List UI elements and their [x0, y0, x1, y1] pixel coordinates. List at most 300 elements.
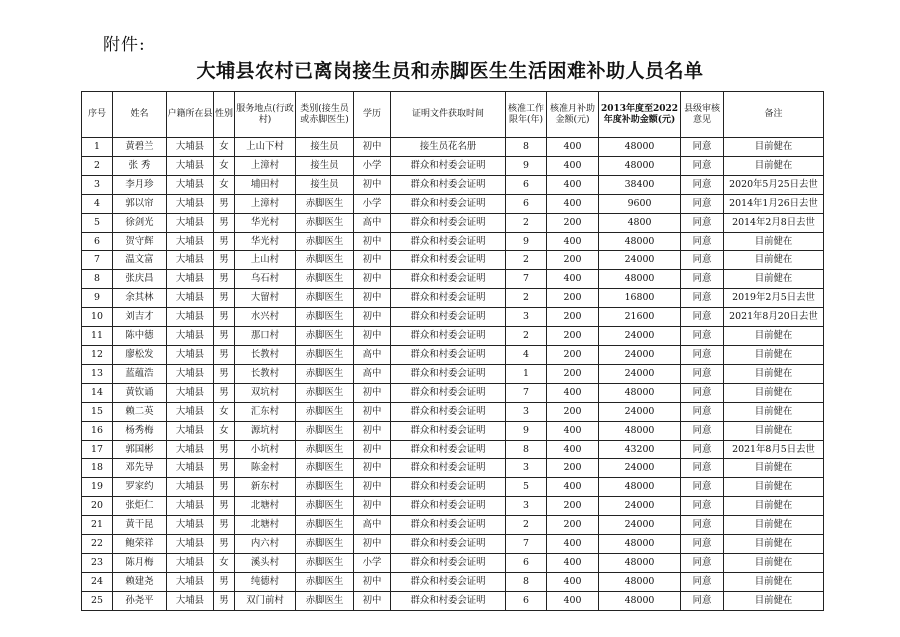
cell-monthly-subsidy: 400: [547, 383, 599, 402]
cell-index: 12: [82, 345, 113, 364]
cell-monthly-subsidy: 200: [547, 345, 599, 364]
cell-education: 小学: [354, 194, 391, 213]
cell-proof-document: 群众和村委会证明: [391, 364, 506, 383]
cell-education: 初中: [354, 535, 391, 554]
table-row: [82, 553, 824, 572]
cell-gender: 男: [214, 232, 235, 251]
cell-service-village: 水兴村: [235, 308, 296, 327]
cell-category: 接生员: [296, 175, 354, 194]
column-header-index: 序号: [82, 92, 113, 138]
cell-county: 大埔县: [167, 402, 214, 421]
cell-monthly-subsidy: 400: [547, 572, 599, 591]
cell-category: 赤脚医生: [296, 572, 354, 591]
table-row: [82, 516, 824, 535]
cell-gender: 男: [214, 383, 235, 402]
cell-service-village: 陈金村: [235, 459, 296, 478]
cell-county-review: 同意: [681, 175, 724, 194]
cell-county: 大埔县: [167, 364, 214, 383]
cell-county: 大埔县: [167, 270, 214, 289]
cell-total-subsidy: 48000: [599, 572, 681, 591]
cell-service-village: 华光村: [235, 232, 296, 251]
cell-gender: 女: [214, 138, 235, 157]
cell-total-subsidy: 24000: [599, 251, 681, 270]
table-row: [82, 232, 824, 251]
cell-education: 小学: [354, 156, 391, 175]
cell-gender: 女: [214, 402, 235, 421]
cell-category: 赤脚医生: [296, 553, 354, 572]
cell-monthly-subsidy: 200: [547, 364, 599, 383]
cell-remarks: 2019年2月5日去世: [724, 289, 824, 308]
table-row: [82, 213, 824, 232]
cell-name: 赖建尧: [113, 572, 167, 591]
cell-gender: 女: [214, 156, 235, 175]
cell-proof-document: 群众和村委会证明: [391, 156, 506, 175]
cell-name: 罗家约: [113, 478, 167, 497]
cell-work-years: 2: [506, 327, 547, 346]
cell-proof-document: 群众和村委会证明: [391, 194, 506, 213]
cell-total-subsidy: 48000: [599, 535, 681, 554]
cell-education: 初中: [354, 308, 391, 327]
cell-index: 16: [82, 421, 113, 440]
cell-gender: 男: [214, 591, 235, 610]
cell-county-review: 同意: [681, 383, 724, 402]
column-header-monthly-subsidy: 核准月补助金额(元): [547, 92, 599, 138]
cell-remarks: 目前健在: [724, 364, 824, 383]
cell-remarks: 2021年8月5日去世: [724, 440, 824, 459]
cell-work-years: 6: [506, 175, 547, 194]
cell-monthly-subsidy: 400: [547, 535, 599, 554]
cell-index: 3: [82, 175, 113, 194]
cell-proof-document: 群众和村委会证明: [391, 383, 506, 402]
cell-category: 赤脚医生: [296, 213, 354, 232]
cell-education: 高中: [354, 213, 391, 232]
cell-county: 大埔县: [167, 497, 214, 516]
cell-proof-document: 群众和村委会证明: [391, 553, 506, 572]
cell-monthly-subsidy: 400: [547, 138, 599, 157]
cell-category: 赤脚医生: [296, 383, 354, 402]
cell-county: 大埔县: [167, 289, 214, 308]
cell-county: 大埔县: [167, 232, 214, 251]
table-row: [82, 308, 824, 327]
cell-gender: 男: [214, 516, 235, 535]
cell-total-subsidy: 24000: [599, 459, 681, 478]
cell-proof-document: 群众和村委会证明: [391, 478, 506, 497]
cell-total-subsidy: 9600: [599, 194, 681, 213]
cell-service-village: 上漳村: [235, 156, 296, 175]
cell-county: 大埔县: [167, 553, 214, 572]
cell-service-village: 北塘村: [235, 516, 296, 535]
cell-monthly-subsidy: 200: [547, 213, 599, 232]
cell-gender: 男: [214, 194, 235, 213]
cell-total-subsidy: 24000: [599, 345, 681, 364]
cell-county: 大埔县: [167, 535, 214, 554]
cell-index: 1: [82, 138, 113, 157]
cell-proof-document: 群众和村委会证明: [391, 516, 506, 535]
cell-gender: 男: [214, 497, 235, 516]
cell-service-village: 埔田村: [235, 175, 296, 194]
column-header-name: 姓名: [113, 92, 167, 138]
cell-category: 赤脚医生: [296, 591, 354, 610]
cell-total-subsidy: 24000: [599, 402, 681, 421]
column-header-total-subsidy: 2013年度至2022年度补助金额(元): [599, 92, 681, 138]
column-header-county: 户籍所在县: [167, 92, 214, 138]
cell-category: 赤脚医生: [296, 497, 354, 516]
cell-gender: 女: [214, 553, 235, 572]
cell-service-village: 北塘村: [235, 497, 296, 516]
cell-remarks: 目前健在: [724, 402, 824, 421]
cell-county-review: 同意: [681, 535, 724, 554]
cell-county: 大埔县: [167, 175, 214, 194]
cell-remarks: 目前健在: [724, 497, 824, 516]
cell-index: 24: [82, 572, 113, 591]
cell-total-subsidy: 48000: [599, 421, 681, 440]
cell-work-years: 8: [506, 572, 547, 591]
cell-gender: 女: [214, 175, 235, 194]
cell-county: 大埔县: [167, 251, 214, 270]
cell-total-subsidy: 43200: [599, 440, 681, 459]
cell-remarks: 目前健在: [724, 156, 824, 175]
cell-remarks: 目前健在: [724, 232, 824, 251]
table-row: [82, 289, 824, 308]
cell-county: 大埔县: [167, 516, 214, 535]
cell-service-village: 源坑村: [235, 421, 296, 440]
cell-work-years: 2: [506, 516, 547, 535]
cell-name: 郭国彬: [113, 440, 167, 459]
column-header-education: 学历: [354, 92, 391, 138]
cell-education: 初中: [354, 251, 391, 270]
cell-gender: 女: [214, 421, 235, 440]
cell-index: 18: [82, 459, 113, 478]
cell-county-review: 同意: [681, 553, 724, 572]
cell-remarks: 目前健在: [724, 535, 824, 554]
cell-service-village: 华光村: [235, 213, 296, 232]
cell-name: 温文富: [113, 251, 167, 270]
cell-total-subsidy: 48000: [599, 270, 681, 289]
cell-service-village: 双门前村: [235, 591, 296, 610]
cell-category: 赤脚医生: [296, 232, 354, 251]
cell-service-village: 上漳村: [235, 194, 296, 213]
cell-remarks: 目前健在: [724, 383, 824, 402]
cell-total-subsidy: 24000: [599, 364, 681, 383]
cell-name: 李月珍: [113, 175, 167, 194]
cell-index: 23: [82, 553, 113, 572]
cell-county-review: 同意: [681, 270, 724, 289]
cell-total-subsidy: 48000: [599, 156, 681, 175]
cell-index: 14: [82, 383, 113, 402]
cell-work-years: 1: [506, 364, 547, 383]
cell-name: 张炬仁: [113, 497, 167, 516]
cell-total-subsidy: 48000: [599, 553, 681, 572]
cell-gender: 男: [214, 364, 235, 383]
cell-name: 陈月梅: [113, 553, 167, 572]
cell-category: 赤脚医生: [296, 459, 354, 478]
cell-index: 4: [82, 194, 113, 213]
cell-work-years: 9: [506, 232, 547, 251]
table-row: [82, 345, 824, 364]
table-row: [82, 535, 824, 554]
roster-table: [81, 91, 824, 611]
cell-work-years: 5: [506, 478, 547, 497]
table-row: [82, 497, 824, 516]
cell-gender: 男: [214, 289, 235, 308]
column-header-service-village: 服务地点(行政村): [235, 92, 296, 138]
cell-county: 大埔县: [167, 421, 214, 440]
cell-name: 孙尧平: [113, 591, 167, 610]
cell-name: 黄干昆: [113, 516, 167, 535]
cell-gender: 男: [214, 308, 235, 327]
cell-county: 大埔县: [167, 459, 214, 478]
table-row: [82, 270, 824, 289]
cell-name: 黄钦诵: [113, 383, 167, 402]
cell-service-village: 乌石村: [235, 270, 296, 289]
table-row: [82, 572, 824, 591]
cell-work-years: 6: [506, 553, 547, 572]
cell-remarks: 目前健在: [724, 138, 824, 157]
table-row: [82, 251, 824, 270]
cell-education: 初中: [354, 459, 391, 478]
cell-proof-document: 群众和村委会证明: [391, 345, 506, 364]
cell-total-subsidy: 48000: [599, 591, 681, 610]
cell-proof-document: 群众和村委会证明: [391, 327, 506, 346]
column-header-work-years: 核准工作限年(年): [506, 92, 547, 138]
cell-name: 张庆昌: [113, 270, 167, 289]
cell-service-village: 新东村: [235, 478, 296, 497]
table-row: [82, 478, 824, 497]
cell-work-years: 7: [506, 535, 547, 554]
cell-proof-document: 群众和村委会证明: [391, 440, 506, 459]
cell-service-village: 汇东村: [235, 402, 296, 421]
cell-county-review: 同意: [681, 572, 724, 591]
cell-county: 大埔县: [167, 440, 214, 459]
cell-name: 邓先导: [113, 459, 167, 478]
cell-remarks: 目前健在: [724, 327, 824, 346]
cell-name: 张 秀: [113, 156, 167, 175]
cell-remarks: 目前健在: [724, 459, 824, 478]
cell-name: 郭以帘: [113, 194, 167, 213]
cell-gender: 男: [214, 345, 235, 364]
cell-index: 9: [82, 289, 113, 308]
cell-proof-document: 群众和村委会证明: [391, 308, 506, 327]
cell-county: 大埔县: [167, 572, 214, 591]
cell-gender: 男: [214, 440, 235, 459]
cell-category: 赤脚医生: [296, 402, 354, 421]
cell-county-review: 同意: [681, 327, 724, 346]
cell-proof-document: 群众和村委会证明: [391, 213, 506, 232]
cell-gender: 男: [214, 327, 235, 346]
cell-monthly-subsidy: 400: [547, 270, 599, 289]
cell-category: 接生员: [296, 156, 354, 175]
cell-proof-document: 群众和村委会证明: [391, 402, 506, 421]
cell-education: 初中: [354, 402, 391, 421]
cell-work-years: 7: [506, 270, 547, 289]
cell-county-review: 同意: [681, 138, 724, 157]
cell-index: 15: [82, 402, 113, 421]
cell-name: 鲍荣祥: [113, 535, 167, 554]
cell-county: 大埔县: [167, 194, 214, 213]
cell-county-review: 同意: [681, 478, 724, 497]
cell-service-village: 长教村: [235, 345, 296, 364]
roster-table-body: [82, 138, 824, 611]
cell-total-subsidy: 48000: [599, 232, 681, 251]
cell-index: 17: [82, 440, 113, 459]
cell-category: 接生员: [296, 138, 354, 157]
cell-total-subsidy: 24000: [599, 497, 681, 516]
cell-county-review: 同意: [681, 156, 724, 175]
cell-service-village: 那口村: [235, 327, 296, 346]
cell-total-subsidy: 16800: [599, 289, 681, 308]
cell-proof-document: 群众和村委会证明: [391, 175, 506, 194]
cell-monthly-subsidy: 200: [547, 251, 599, 270]
cell-remarks: 2021年8月20日去世: [724, 308, 824, 327]
cell-monthly-subsidy: 400: [547, 175, 599, 194]
cell-county: 大埔县: [167, 308, 214, 327]
cell-county-review: 同意: [681, 591, 724, 610]
cell-county-review: 同意: [681, 194, 724, 213]
cell-gender: 男: [214, 535, 235, 554]
cell-proof-document: 群众和村委会证明: [391, 459, 506, 478]
cell-remarks: 目前健在: [724, 478, 824, 497]
table-header-row: [82, 92, 824, 138]
cell-name: 赖二英: [113, 402, 167, 421]
cell-category: 赤脚医生: [296, 440, 354, 459]
cell-monthly-subsidy: 200: [547, 459, 599, 478]
document-title: 大埔县农村已离岗接生员和赤脚医生生活困难补助人员名单: [196, 60, 704, 82]
table-row: [82, 364, 824, 383]
cell-category: 赤脚医生: [296, 535, 354, 554]
cell-monthly-subsidy: 400: [547, 194, 599, 213]
table-row: [82, 327, 824, 346]
cell-county: 大埔县: [167, 213, 214, 232]
cell-education: 初中: [354, 175, 391, 194]
cell-index: 21: [82, 516, 113, 535]
cell-service-village: 溪头村: [235, 553, 296, 572]
cell-proof-document: 群众和村委会证明: [391, 591, 506, 610]
cell-service-village: 上山下村: [235, 138, 296, 157]
column-header-remarks: 备注: [724, 92, 824, 138]
cell-county-review: 同意: [681, 345, 724, 364]
cell-name: 余其林: [113, 289, 167, 308]
cell-county-review: 同意: [681, 516, 724, 535]
cell-education: 小学: [354, 553, 391, 572]
cell-name: 杨秀梅: [113, 421, 167, 440]
cell-county: 大埔县: [167, 327, 214, 346]
cell-work-years: 2: [506, 251, 547, 270]
cell-category: 赤脚医生: [296, 289, 354, 308]
table-row: [82, 421, 824, 440]
cell-county: 大埔县: [167, 478, 214, 497]
cell-service-village: 上山村: [235, 251, 296, 270]
cell-total-subsidy: 48000: [599, 138, 681, 157]
cell-monthly-subsidy: 200: [547, 497, 599, 516]
cell-education: 初中: [354, 232, 391, 251]
cell-index: 7: [82, 251, 113, 270]
table-row: [82, 459, 824, 478]
cell-monthly-subsidy: 400: [547, 553, 599, 572]
cell-education: 高中: [354, 364, 391, 383]
table-row: [82, 440, 824, 459]
column-header-county-review: 县级审核意见: [681, 92, 724, 138]
cell-category: 赤脚医生: [296, 516, 354, 535]
cell-county-review: 同意: [681, 402, 724, 421]
cell-county-review: 同意: [681, 213, 724, 232]
cell-proof-document: 群众和村委会证明: [391, 270, 506, 289]
cell-remarks: 2020年5月25日去世: [724, 175, 824, 194]
cell-service-village: 纯德村: [235, 572, 296, 591]
cell-total-subsidy: 24000: [599, 327, 681, 346]
cell-work-years: 6: [506, 194, 547, 213]
cell-monthly-subsidy: 400: [547, 591, 599, 610]
cell-proof-document: 群众和村委会证明: [391, 232, 506, 251]
cell-index: 13: [82, 364, 113, 383]
cell-county: 大埔县: [167, 591, 214, 610]
cell-monthly-subsidy: 200: [547, 402, 599, 421]
cell-county-review: 同意: [681, 289, 724, 308]
cell-proof-document: 群众和村委会证明: [391, 251, 506, 270]
cell-index: 2: [82, 156, 113, 175]
column-header-gender: 性别: [214, 92, 235, 138]
cell-name: 蓝蕴浩: [113, 364, 167, 383]
cell-education: 初中: [354, 327, 391, 346]
cell-county-review: 同意: [681, 232, 724, 251]
cell-service-village: 长教村: [235, 364, 296, 383]
cell-total-subsidy: 48000: [599, 478, 681, 497]
cell-index: 8: [82, 270, 113, 289]
cell-work-years: 7: [506, 383, 547, 402]
cell-county: 大埔县: [167, 156, 214, 175]
cell-remarks: 目前健在: [724, 516, 824, 535]
cell-service-village: 双坑村: [235, 383, 296, 402]
cell-county-review: 同意: [681, 251, 724, 270]
cell-total-subsidy: 48000: [599, 383, 681, 402]
cell-education: 初中: [354, 289, 391, 308]
cell-service-village: 大留村: [235, 289, 296, 308]
cell-gender: 男: [214, 213, 235, 232]
cell-index: 10: [82, 308, 113, 327]
cell-category: 赤脚医生: [296, 194, 354, 213]
cell-monthly-subsidy: 200: [547, 308, 599, 327]
cell-county-review: 同意: [681, 421, 724, 440]
cell-education: 初中: [354, 383, 391, 402]
cell-index: 19: [82, 478, 113, 497]
cell-work-years: 2: [506, 289, 547, 308]
cell-remarks: 目前健在: [724, 591, 824, 610]
cell-proof-document: 群众和村委会证明: [391, 289, 506, 308]
cell-monthly-subsidy: 400: [547, 478, 599, 497]
cell-index: 6: [82, 232, 113, 251]
cell-work-years: 9: [506, 421, 547, 440]
cell-education: 初中: [354, 421, 391, 440]
cell-work-years: 3: [506, 459, 547, 478]
cell-county-review: 同意: [681, 364, 724, 383]
cell-category: 赤脚医生: [296, 327, 354, 346]
cell-proof-document: 群众和村委会证明: [391, 535, 506, 554]
cell-remarks: 目前健在: [724, 251, 824, 270]
cell-education: 初中: [354, 138, 391, 157]
cell-category: 赤脚医生: [296, 364, 354, 383]
cell-monthly-subsidy: 400: [547, 440, 599, 459]
cell-remarks: 目前健在: [724, 270, 824, 289]
cell-category: 赤脚医生: [296, 270, 354, 289]
cell-education: 高中: [354, 345, 391, 364]
cell-index: 25: [82, 591, 113, 610]
column-header-proof-document: 证明文件获取时间: [391, 92, 506, 138]
cell-county: 大埔县: [167, 138, 214, 157]
cell-gender: 男: [214, 572, 235, 591]
cell-monthly-subsidy: 200: [547, 327, 599, 346]
cell-monthly-subsidy: 200: [547, 289, 599, 308]
cell-service-village: 内六村: [235, 535, 296, 554]
cell-work-years: 9: [506, 156, 547, 175]
